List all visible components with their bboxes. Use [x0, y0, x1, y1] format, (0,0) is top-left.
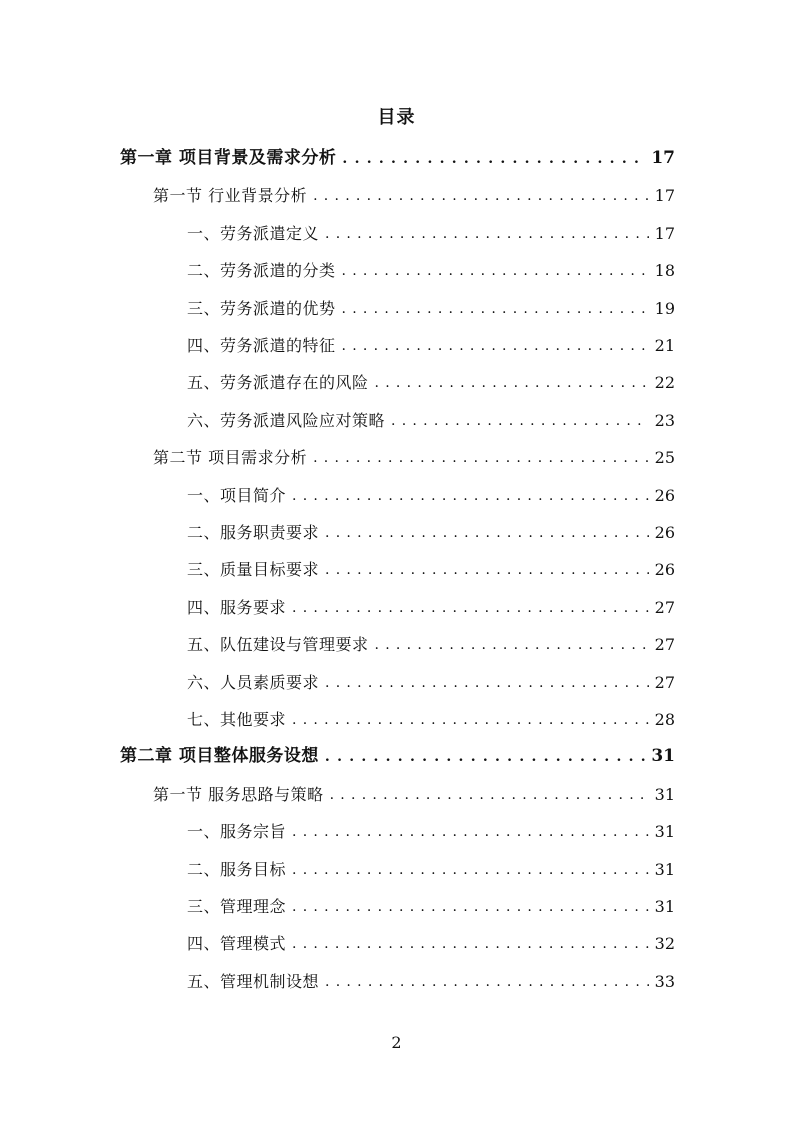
- toc-entry[interactable]: [187, 851, 675, 888]
- toc-entry[interactable]: [153, 177, 675, 214]
- toc-dot-leader: [375, 637, 649, 653]
- toc-entry-page-number: 21: [654, 335, 675, 355]
- toc-entry-title: 五、队伍建设与管理要求: [187, 634, 369, 654]
- toc-dot-leader: [325, 226, 649, 242]
- toc-dot-leader: [292, 862, 649, 878]
- toc-entry[interactable]: [120, 738, 675, 775]
- toc-dot-leader: [292, 824, 649, 840]
- toc-entry-title: 二、服务职责要求: [187, 522, 320, 542]
- toc-entry-title: 三、劳务派遣的优势: [187, 298, 336, 318]
- toc-dot-leader: [375, 375, 649, 391]
- toc-dot-leader: [292, 936, 649, 952]
- toc-entry-page-number: 27: [654, 597, 675, 617]
- toc-entry-page-number: 25: [654, 447, 675, 467]
- toc-dot-leader: [391, 413, 649, 429]
- toc-entry-page-number: 17: [651, 148, 675, 168]
- toc-entry-page-number: 17: [654, 185, 675, 205]
- toc-dot-leader: [325, 974, 649, 990]
- toc-entry-page-number: 27: [654, 672, 675, 692]
- toc-entry[interactable]: [187, 327, 675, 364]
- toc-entry[interactable]: [120, 140, 675, 177]
- toc-entry-page-number: 17: [654, 223, 675, 243]
- toc-dot-leader: [325, 675, 649, 691]
- toc-entry[interactable]: [187, 589, 675, 626]
- toc-entry-page-number: 31: [654, 859, 675, 879]
- toc-entry-title: 第二节 项目需求分析: [153, 447, 308, 467]
- toc-entry[interactable]: [187, 626, 675, 663]
- toc-entry[interactable]: [187, 551, 675, 588]
- toc-dot-leader: [325, 525, 649, 541]
- toc-dot-leader: [342, 263, 649, 279]
- toc-entry-page-number: 27: [654, 634, 675, 654]
- toc-entry-title: 五、管理机制设想: [187, 971, 320, 991]
- toc-dot-leader: [292, 488, 649, 504]
- toc-entry[interactable]: [187, 888, 675, 925]
- toc-dot-leader: [342, 151, 645, 167]
- toc-dot-leader: [292, 600, 649, 616]
- toc-dot-leader: [325, 562, 649, 578]
- toc-entry-page-number: 22: [654, 372, 675, 392]
- toc-entry-title: 一、项目简介: [187, 485, 287, 505]
- toc-entry-page-number: 19: [654, 298, 675, 318]
- page-number: 2: [391, 1033, 402, 1052]
- toc-entry-title: 三、质量目标要求: [187, 559, 320, 579]
- toc-dot-leader: [292, 712, 649, 728]
- toc-entry[interactable]: [187, 364, 675, 401]
- toc-dot-leader: [313, 450, 649, 466]
- toc-entry[interactable]: [187, 477, 675, 514]
- toc-entry-page-number: 28: [654, 709, 675, 729]
- toc-entry[interactable]: [153, 439, 675, 476]
- toc-entry[interactable]: [187, 963, 675, 1000]
- toc-entry-title: 四、劳务派遣的特征: [187, 335, 336, 355]
- toc-entry-title: 四、管理模式: [187, 933, 287, 953]
- toc-entry[interactable]: [187, 514, 675, 551]
- toc-entry-title: 一、劳务派遣定义: [187, 223, 320, 243]
- toc-entry-title: 五、劳务派遣存在的风险: [187, 372, 369, 392]
- toc-dot-leader: [342, 301, 649, 317]
- toc-entry-title: 二、服务目标: [187, 859, 287, 879]
- toc-entry-page-number: 23: [654, 410, 675, 430]
- toc-entry-page-number: 26: [654, 485, 675, 505]
- toc-entry-title: 第二章 项目整体服务设想: [120, 746, 319, 766]
- toc-entry-page-number: 26: [654, 559, 675, 579]
- toc-entry-title: 第一章 项目背景及需求分析: [120, 148, 337, 168]
- toc-entry-title: 二、劳务派遣的分类: [187, 260, 336, 280]
- toc-entry-title: 一、服务宗旨: [187, 821, 287, 841]
- toc-entry-page-number: 31: [654, 896, 675, 916]
- toc-entry-title: 七、其他要求: [187, 709, 287, 729]
- toc-entry-title: 第一节 服务思路与策略: [153, 784, 324, 804]
- toc-entry[interactable]: [153, 776, 675, 813]
- toc-entry[interactable]: [187, 664, 675, 701]
- toc-dot-leader: [292, 899, 649, 915]
- toc-entry-page-number: 26: [654, 522, 675, 542]
- toc-entry-page-number: 31: [654, 784, 675, 804]
- toc-entry[interactable]: [187, 252, 675, 289]
- page-title: 目录: [377, 107, 416, 128]
- toc-entry[interactable]: [187, 925, 675, 962]
- toc-entry[interactable]: [187, 402, 675, 439]
- toc-entry[interactable]: [187, 701, 675, 738]
- toc-entry-page-number: 31: [651, 746, 675, 766]
- toc-entry-title: 六、人员素质要求: [187, 672, 320, 692]
- toc-entry[interactable]: [187, 813, 675, 850]
- toc-entry-title: 三、管理理念: [187, 896, 287, 916]
- toc-entry-title: 第一节 行业背景分析: [153, 185, 308, 205]
- toc-entry-page-number: 18: [654, 260, 675, 280]
- toc-entry-title: 四、服务要求: [187, 597, 287, 617]
- toc-entry-page-number: 31: [654, 821, 675, 841]
- toc-entry-page-number: 33: [654, 971, 675, 991]
- toc-dot-leader: [330, 787, 649, 803]
- toc-entry[interactable]: [187, 290, 675, 327]
- toc-dot-leader: [342, 338, 649, 354]
- toc-dot-leader: [325, 749, 645, 765]
- toc-dot-leader: [313, 188, 649, 204]
- toc-entry-title: 六、劳务派遣风险应对策略: [187, 410, 386, 430]
- toc-entry[interactable]: [187, 215, 675, 252]
- toc-entry-page-number: 32: [654, 933, 675, 953]
